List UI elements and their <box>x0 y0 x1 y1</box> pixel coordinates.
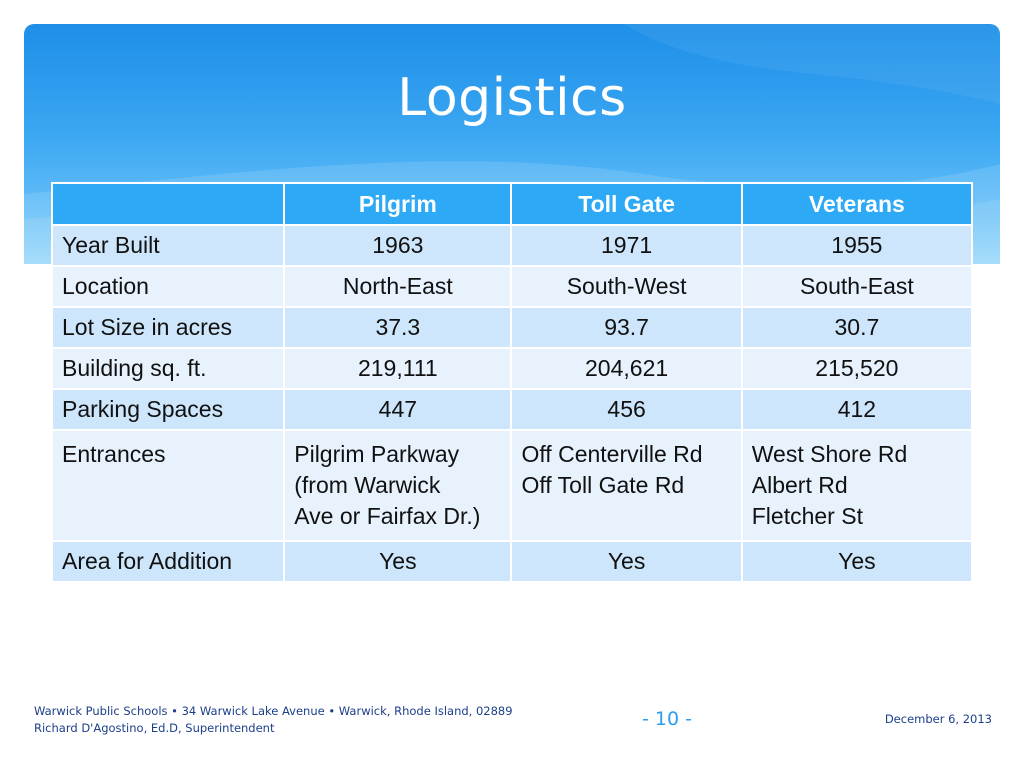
row-label: Location <box>52 266 284 307</box>
cell-line: Off Centerville Rd <box>521 441 703 467</box>
table-row <box>52 430 972 541</box>
table-cell: 1963 <box>284 225 511 266</box>
table-cell: 37.3 <box>284 307 511 348</box>
table-header-row <box>52 183 972 225</box>
row-label: Area for Addition <box>52 541 284 582</box>
table-cell: 93.7 <box>511 307 741 348</box>
footer-line-2: Richard D'Agostino, Ed.D, Superintendent <box>34 721 275 735</box>
cell-line: West Shore Rd <box>751 441 908 467</box>
table-row <box>52 307 972 348</box>
row-label: Year Built <box>52 225 284 266</box>
table-row <box>52 389 972 430</box>
table-row <box>52 541 972 582</box>
header-cell-toll-gate: Toll Gate <box>511 183 741 225</box>
table-cell: South-East <box>742 266 972 307</box>
table-cell: North-East <box>284 266 511 307</box>
slide-title: Logistics <box>397 68 627 128</box>
footer-date: December 6, 2013 <box>884 712 992 726</box>
table-cell: South-West <box>511 266 741 307</box>
table-cell: Yes <box>742 541 972 582</box>
header-cell-empty <box>52 183 284 225</box>
cell-line: Albert Rd <box>751 472 848 498</box>
row-label: Entrances <box>52 430 284 541</box>
row-label: Lot Size in acres <box>52 307 284 348</box>
table-cell <box>511 430 741 541</box>
table-row <box>52 266 972 307</box>
table-cell: 1971 <box>511 225 741 266</box>
table-cell: 215,520 <box>742 348 972 389</box>
table-cell: 204,621 <box>511 348 741 389</box>
cell-line: Off Toll Gate Rd <box>521 472 685 498</box>
row-label: Parking Spaces <box>52 389 284 430</box>
logistics-table <box>51 182 973 583</box>
cell-line: Fletcher St <box>751 503 863 529</box>
table-cell: 456 <box>511 389 741 430</box>
table-cell: 1955 <box>742 225 972 266</box>
header-cell-veterans: Veterans <box>742 183 972 225</box>
table-cell <box>284 430 511 541</box>
table-row <box>52 348 972 389</box>
footer-line-1: Warwick Public Schools • 34 Warwick Lake Avenue • Warwick, Rhode Island, 02889 <box>34 704 513 718</box>
cell-line: Ave or Fairfax Dr.) <box>294 503 481 529</box>
cell-line: Pilgrim Parkway <box>294 441 460 467</box>
table-row <box>52 225 972 266</box>
table-cell: 219,111 <box>284 348 511 389</box>
table-cell: 30.7 <box>742 307 972 348</box>
table-cell: Yes <box>284 541 511 582</box>
footer-address <box>34 703 513 737</box>
header-cell-pilgrim: Pilgrim <box>284 183 511 225</box>
table-cell: 447 <box>284 389 511 430</box>
cell-line: (from Warwick <box>294 472 441 498</box>
row-label: Building sq. ft. <box>52 348 284 389</box>
table-cell <box>742 430 972 541</box>
table-cell: 412 <box>742 389 972 430</box>
page-number: - 10 - <box>642 708 692 730</box>
table-cell: Yes <box>511 541 741 582</box>
